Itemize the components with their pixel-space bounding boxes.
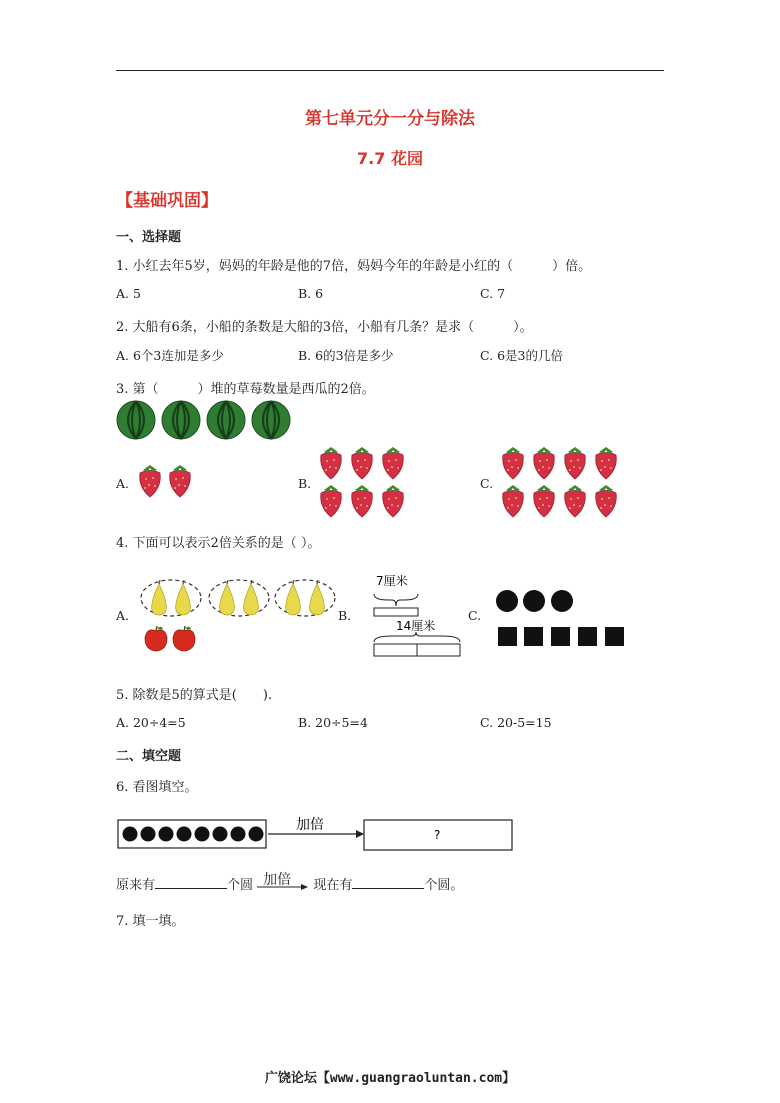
- strawberry: [596, 485, 617, 517]
- strawberry: [352, 447, 373, 479]
- segment-label-bottom: 14厘米: [396, 619, 436, 633]
- question-4: 4. 下面可以表示2倍关系的是（ ）。: [116, 536, 321, 551]
- black-square: [551, 627, 570, 646]
- q1-option-a: A. 5: [116, 286, 141, 301]
- pear-group: [275, 580, 335, 616]
- q4-b-segment-diagram: [372, 570, 464, 660]
- strawberry: [565, 485, 586, 517]
- q5-option-b: B. 20÷5=4: [298, 715, 368, 730]
- strawberry: [170, 465, 191, 497]
- strawberry: [565, 447, 586, 479]
- watermelon: [252, 401, 290, 439]
- q2-option-c: C. 6是3的几倍: [480, 348, 563, 363]
- brace-top: [374, 594, 418, 606]
- question-1: 1. 小红去年5岁，妈妈的年龄是他的7倍，妈妈今年的年龄是小红的（ ）倍。: [116, 259, 592, 274]
- double-arrow-label: 加倍: [296, 817, 324, 833]
- strawberry: [321, 447, 342, 479]
- q4-option-a: A.: [116, 608, 130, 623]
- apple: [145, 626, 167, 651]
- pear-group: [141, 580, 201, 616]
- q4-option-c: C.: [468, 608, 482, 623]
- q3-b-strawberries: [318, 444, 410, 522]
- strawberry: [321, 485, 342, 517]
- footer-url[interactable]: 【www.guangraoluntan.com】: [316, 1071, 516, 1086]
- strawberry: [503, 485, 524, 517]
- q6-fill-line: [116, 874, 463, 893]
- fill-end: 个圆。: [424, 878, 464, 893]
- q3-c-strawberries: [500, 444, 622, 522]
- strawberry: [383, 447, 404, 479]
- fill-mid: 个圆: [227, 878, 254, 893]
- header-rule: [116, 70, 664, 71]
- black-square: [605, 627, 624, 646]
- pear: [286, 580, 301, 615]
- strawberry: [140, 465, 161, 497]
- watermelon: [207, 401, 245, 439]
- q1-option-c: C. 7: [480, 286, 506, 301]
- watermelon-row: [116, 398, 306, 444]
- inline-double-arrow: [257, 872, 309, 889]
- q3-a-strawberries: [137, 462, 197, 502]
- pear: [220, 580, 235, 615]
- lesson-title: 7.7 花园: [357, 149, 423, 168]
- footer-site: 广饶论坛: [264, 1071, 317, 1086]
- black-circle: [551, 590, 573, 612]
- q5-option-c: C. 20-5=15: [480, 715, 552, 730]
- fill-prefix: 原来有: [116, 878, 156, 893]
- section-label: 【基础巩固】: [116, 191, 218, 211]
- part1-heading: 一、选择题: [116, 230, 182, 245]
- q1-option-b: B. 6: [298, 286, 324, 301]
- q5-option-a: A. 20÷4=5: [116, 715, 186, 730]
- pear-group: [209, 580, 269, 616]
- q2-option-a: A. 6个3连加是多少: [116, 348, 224, 363]
- watermelon: [162, 401, 200, 439]
- q6-doubling-diagram: [116, 810, 516, 854]
- part2-heading: 二、填空题: [116, 749, 182, 764]
- strawberry: [534, 485, 555, 517]
- black-circle: [523, 590, 545, 612]
- footer: [0, 1067, 780, 1086]
- black-square: [498, 627, 517, 646]
- pear: [176, 580, 191, 615]
- q3-option-b: B.: [298, 476, 312, 491]
- segment-short: [374, 608, 418, 616]
- fill-after: 现在有: [313, 878, 353, 893]
- question-2: 2. 大船有6条，小船的条数是大船的3倍，小船有几条？是求（ ）。: [116, 320, 533, 335]
- black-square: [578, 627, 597, 646]
- apple: [173, 626, 195, 651]
- brace-bottom: [374, 632, 460, 642]
- q4-c-shapes: [496, 589, 628, 651]
- question-6: 6. 看图填空。: [116, 780, 198, 795]
- q3-option-c: C.: [480, 476, 494, 491]
- question-5: 5. 除数是5的算式是( ).: [116, 688, 273, 703]
- inline-arrow-label: 加倍: [263, 872, 292, 888]
- strawberry: [534, 447, 555, 479]
- pear: [310, 580, 325, 615]
- strawberry: [352, 485, 373, 517]
- q2-option-b: B. 6的3倍是多少: [298, 348, 394, 363]
- unit-title: 第七单元分一分与除法: [305, 109, 475, 129]
- answer-blank-original[interactable]: [155, 876, 227, 889]
- result-unknown: ?: [434, 828, 441, 842]
- q3-option-a: A.: [116, 476, 130, 491]
- question-7: 7. 填一填。: [116, 914, 185, 929]
- pear: [152, 580, 167, 615]
- q4-option-b: B.: [338, 608, 352, 623]
- segment-label-top: 7厘米: [376, 574, 408, 588]
- question-3: 3. 第（ ）堆的草莓数量是西瓜的2倍。: [116, 382, 375, 397]
- strawberry: [383, 485, 404, 517]
- black-square: [524, 627, 543, 646]
- strawberry: [503, 447, 524, 479]
- strawberry: [596, 447, 617, 479]
- black-circle: [496, 590, 518, 612]
- q4-a-pears-apples: [140, 578, 336, 654]
- pear: [244, 580, 259, 615]
- answer-blank-current[interactable]: [352, 876, 424, 889]
- watermelon: [117, 401, 155, 439]
